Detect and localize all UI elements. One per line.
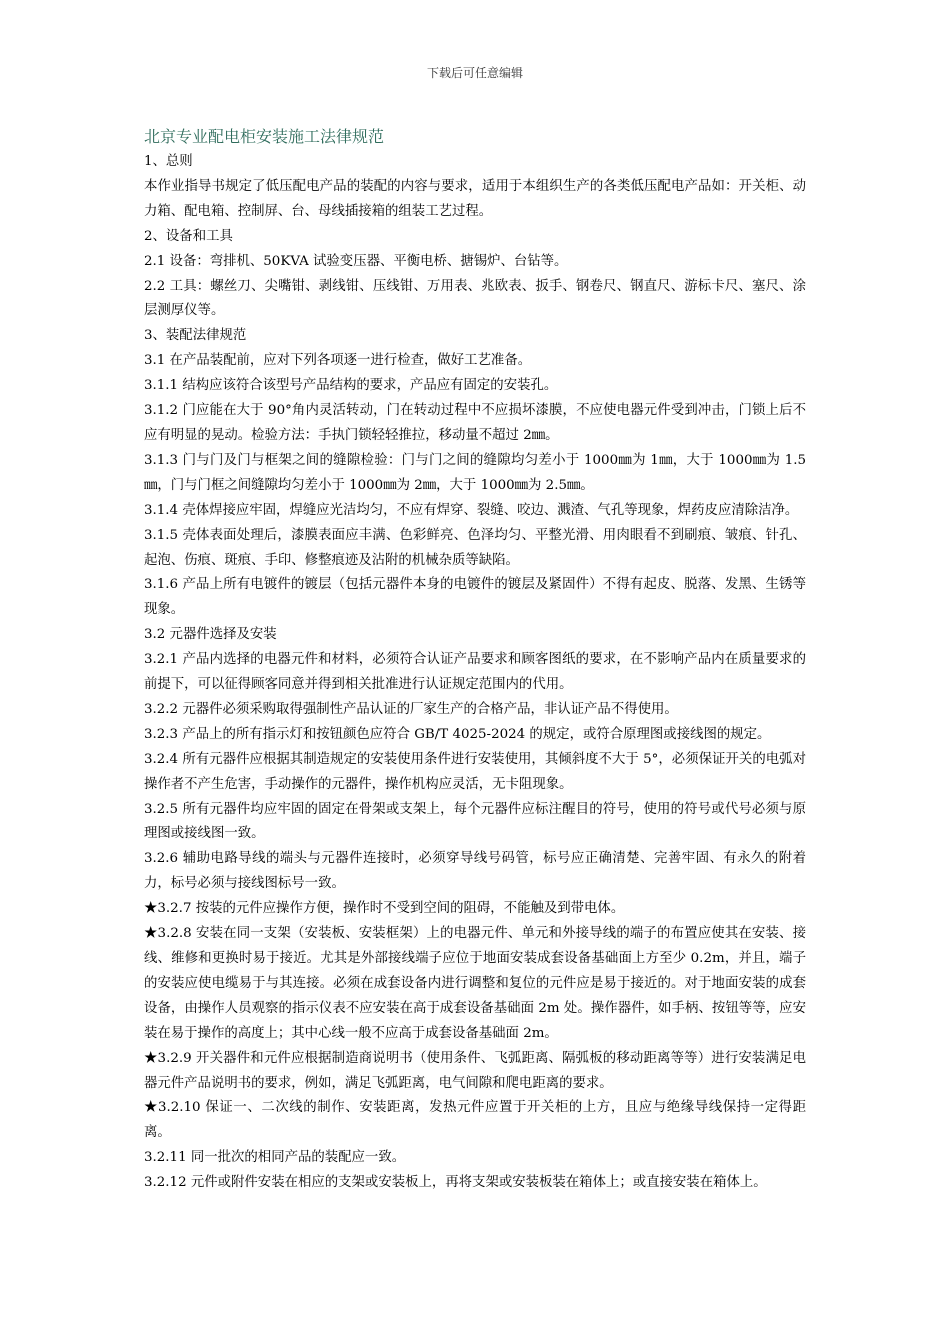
paragraph: ★3.2.8 安装在同一支架（安装板、安装框架）上的电器元件、单元和外接导线的端子的布置应使其在安装、接线、维修和更换时易于接近。尤其是外部接线端子应位于地面安装成套设备基础面上方至少 0.2m，并且，端子的安装应使电缆易于与其连接。必须在成套设备内进行调整和复位的元件应是易于接近的。对于地面安装的成套设备，由操作人员观察的指示仪表不应安装在高于成套设备基础面 2m 处。操作器件，如手柄、按钮等等，应安装在易于操作的高度上；其中心线一般不应高于成套设备基础面 2m。 <box>144 926 806 1041</box>
section-heading: 3、装配法律规范 <box>144 328 247 344</box>
paragraph: 本作业指导书规定了低压配电产品的装配的内容与要求，适用于本组织生产的各类低压配电产品如：开关柜、动力箱、配电箱、控制屏、台、母线插接箱的组装工艺过程。 <box>144 178 806 219</box>
section-heading: 2、设备和工具 <box>144 228 233 244</box>
paragraph: 3.2.12 元件或附件安装在相应的支架或安装板上，再将支架或安装板装在箱体上；或直接安装在箱体上。 <box>144 1175 767 1191</box>
section-heading: 3.2 元器件选择及安装 <box>144 627 277 643</box>
document-title: 北京专业配电柜安装施工法律规范 <box>144 127 385 146</box>
paragraph: 3.1.3 门与门及门与框架之间的缝隙检验：门与门之间的缝隙均匀差小于 1000㎜为 1㎜，大于 1000㎜为 1.5㎜，门与门框之间缝隙均匀差小于 1000㎜为 2㎜，大于 1000㎜为 2.5㎜。 <box>144 452 806 493</box>
paragraph: ★3.2.10 保证一、二次线的制作、安装距离，发热元件应置于开关柜的上方，且应与绝缘导线保持一定得距离。 <box>144 1100 806 1141</box>
paragraph: 3.2.6 辅助电路导线的端头与元器件连接时，必须穿导线号码管，标号应正确清楚、完善牢固、有永久的附着力，标号必须与接线图标号一致。 <box>144 851 806 892</box>
paragraph: 3.2.11 同一批次的相同产品的装配应一致。 <box>144 1150 406 1166</box>
paragraph: ★3.2.7 按装的元件应操作方便，操作时不受到空间的阻碍，不能触及到带电体。 <box>144 901 625 917</box>
paragraph: 2.2 工具：螺丝刀、尖嘴钳、剥线钳、压线钳、万用表、兆欧表、扳手、钢卷尺、钢直尺、游标卡尺、塞尺、涂层测厚仪等。 <box>144 278 806 319</box>
paragraph: 3.2.4 所有元器件应根据其制造规定的安装使用条件进行安装使用，其倾斜度不大于 5°，必须保证开关的电弧对操作者不产生危害，手动操作的元器件，操作机构应灵活，无卡阻现象。 <box>144 751 806 792</box>
paragraph: 3.1.6 产品上所有电镀件的镀层（包括元器件本身的电镀件的镀层及紧固件）不得有起皮、脱落、发黑、生锈等现象。 <box>144 577 806 618</box>
page-header: 下载后可任意编辑 <box>426 66 523 80</box>
paragraph: 3.2.2 元器件必须采购取得强制性产品认证的厂家生产的合格产品，非认证产品不得使用。 <box>144 701 678 717</box>
paragraph: 3.2.1 产品内选择的电器元件和材料，必须符合认证产品要求和顾客图纸的要求，在不影响产品内在质量要求的前提下，可以征得顾客同意并得到相关批准进行认证规定范围内的代用。 <box>144 652 806 693</box>
paragraph: 3.1.1 结构应该符合该型号产品结构的要求，产品应有固定的安装孔。 <box>144 378 558 394</box>
paragraph: 3.2.3 产品上的所有指示灯和按钮颜色应符合 GB/T 4025-2024 的规定，或符合原理图或接线图的规定。 <box>144 726 771 742</box>
section-heading: 1、总则 <box>144 154 193 169</box>
paragraph: 2.1 设备：弯排机、50KVA 试验变压器、平衡电桥、搪锡炉、台钻等。 <box>144 253 568 269</box>
paragraph: 3.1.2 门应能在大于 90°角内灵活转动，门在转动过程中不应损坏漆膜，不应使电器元件受到冲击，门锁上后不应有明显的晃动。检验方法：手执门锁轻轻推拉，移动量不超过 2㎜。 <box>144 403 806 443</box>
paragraph: 3.1 在产品装配前，应对下列各项逐一进行检查，做好工艺准备。 <box>144 353 532 369</box>
paragraph: 3.2.5 所有元器件均应牢固的固定在骨架或支架上，每个元器件应标注醒目的符号，使用的符号或代号必须与原理图或接线图一致。 <box>144 801 806 842</box>
paragraph: 3.1.4 壳体焊接应牢固，焊缝应光洁均匀，不应有焊穿、裂缝、咬边、溅渣、气孔等现象，焊药皮应清除洁净。 <box>144 502 799 518</box>
document-body <box>144 124 806 1196</box>
paragraph: ★3.2.9 开关器件和元件应根据制造商说明书（使用条件、飞弧距离、隔弧板的移动距离等等）进行安装满足电器元件产品说明书的要求，例如，满足飞弧距离，电气间隙和爬电距离的要求。 <box>144 1050 806 1091</box>
paragraph: 3.1.5 壳体表面处理后，漆膜表面应丰满、色彩鲜亮、色泽均匀、平整光滑、用肉眼看不到刷痕、皱痕、针孔、起泡、伤痕、斑痕、手印、修整痕迹及沾附的机械杂质等缺陷。 <box>144 527 806 568</box>
